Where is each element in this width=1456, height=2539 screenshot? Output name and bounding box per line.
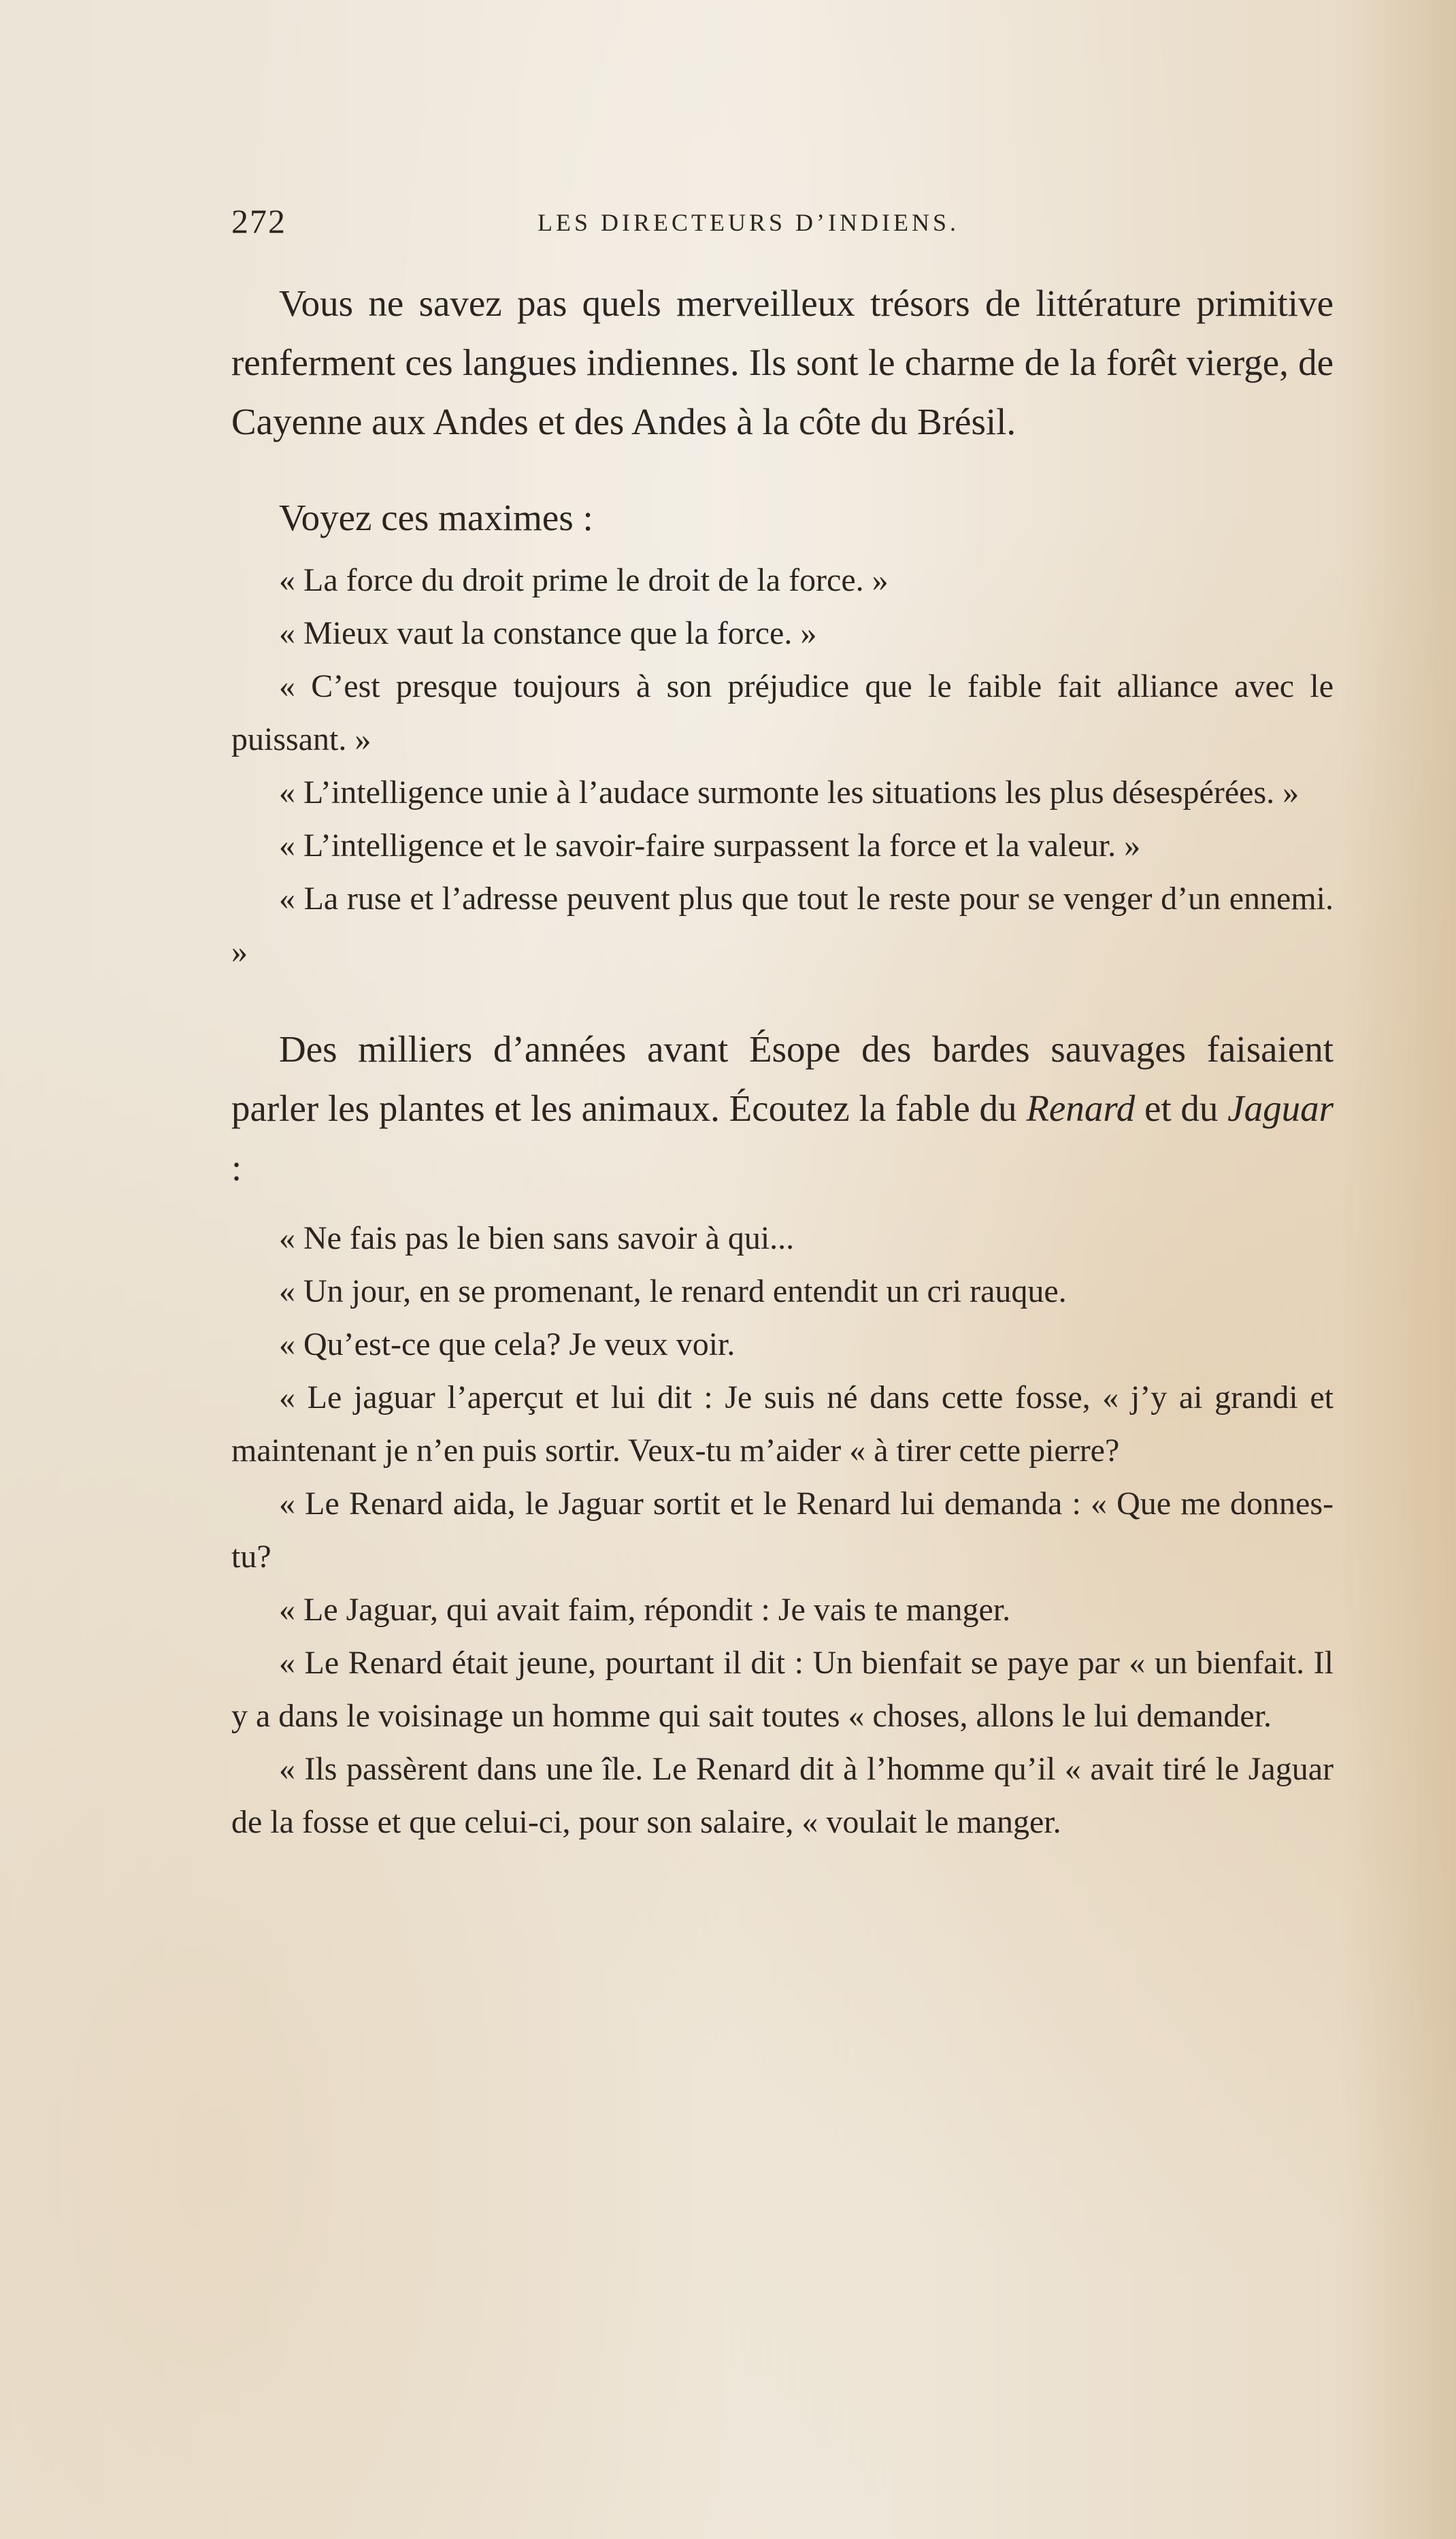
fable-line: « Un jour, en se promenant, le renard entendit un cri rauque. [279,1273,1067,1309]
maxims-intro: Voyez ces maximes : [279,497,593,538]
maxim: « C’est presque toujours à son préjudice que le faible fait alliance avec le puissant. » [231,668,1334,757]
fable-line: « Le Renard était jeune, pourtant il dit : Un bienfait se paye par « un bienfait. Il y a dans le voisinage un homme qui sait toutes « choses, allons le lui demander. [231,1645,1334,1734]
fable-line: « Le Renard aida, le Jaguar sortit et le Renard lui demanda : « Que me donnes-tu? [231,1486,1334,1575]
maxim: « La force du droit prime le droit de la force. » [279,562,889,598]
fable-title-jaguar: Jaguar [1227,1087,1334,1129]
maxim: « Mieux vaut la constance que la force. » [279,615,817,651]
maxim: « L’intelligence unie à l’audace surmonte les situations les plus désespérées. » [279,774,1300,810]
maxim: « L’intelligence et le savoir-faire surpassent la force et la valeur. » [279,828,1141,864]
running-head: LES DIRECTEURS D’INDIENS. [537,209,959,236]
fable-title-renard: Renard [1026,1087,1136,1129]
page-body [231,274,1334,1849]
maxim: « La ruse et l’adresse peuvent plus que tout le reste pour se venger d’un ennemi. » [231,881,1334,970]
fable-intro-paragraph [231,1019,1334,1197]
page-header [231,201,1143,242]
intro-paragraph: Vous ne savez pas quels merveilleux trésors de littérature primitive renferment ces langues indiennes. Ils sont le charme de la forêt vierge, de Cayenne aux Andes et des Andes à la côte du Brésil. [231,282,1334,442]
fable-intro-end: : [231,1147,242,1188]
page-number: 272 [231,202,286,240]
fable-line: « Qu’est-ce que cela? Je veux voir. [279,1326,735,1362]
fable-line: « Ne fais pas le bien sans savoir à qui... [279,1220,795,1256]
fable-line: « Le Jaguar, qui avait faim, répondit : Je vais te manger. [279,1592,1011,1628]
fable-line: « Le jaguar l’aperçut et lui dit : Je suis né dans cette fosse, « j’y ai grandi et maintenant je n’en puis sortir. Veux-tu m’aider « à tirer cette pierre? [231,1379,1334,1469]
fable-line: « Ils passèrent dans une île. Le Renard dit à l’homme qu’il « avait tiré le Jaguar de la fosse et que celui-ci, pour son salaire, « voulait le manger. [231,1751,1334,1840]
fable-intro-connector: et du [1135,1087,1228,1129]
fable-intro-text: Des milliers d’années avant Ésope des bardes sauvages faisaient parler les plantes et les animaux. Écoutez la fable du [231,1028,1334,1129]
